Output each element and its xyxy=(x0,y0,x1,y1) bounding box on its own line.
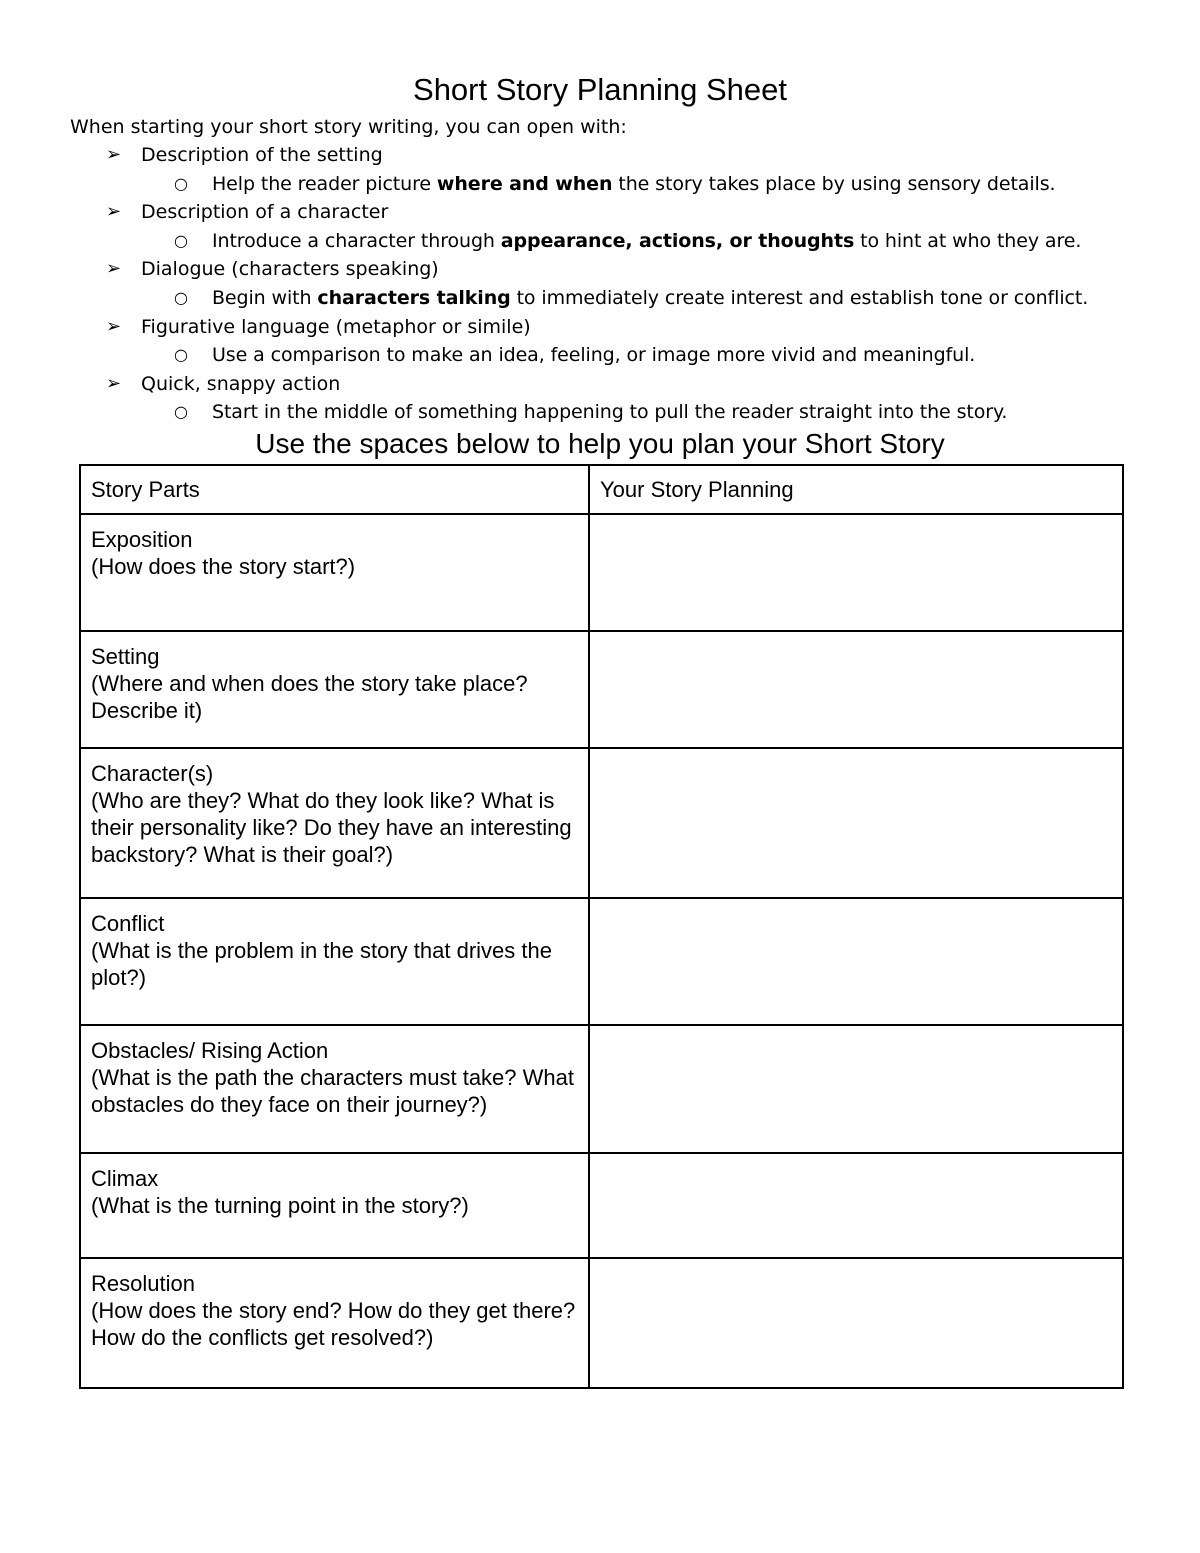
story-part-cell xyxy=(80,631,589,748)
tip-item xyxy=(0,370,1200,399)
arrow-bullet-icon: ➢ xyxy=(106,144,122,165)
story-part-cell xyxy=(80,1025,589,1153)
arrow-bullet-icon: ➢ xyxy=(106,315,122,337)
tip-detail-text: Help the reader picture xyxy=(212,172,437,195)
story-part-cell xyxy=(80,1258,589,1388)
page-title: Short Story Planning Sheet xyxy=(413,72,787,107)
tip-detail-text: to hint at who they are. xyxy=(854,229,1082,252)
story-part-title: Resolution xyxy=(91,1271,195,1296)
tip-detail-text: Start in the middle of something happening to pull the reader straight into the story. xyxy=(212,401,1008,424)
tip-detail-text: Use a comparison to make an idea, feeling, or image more vivid and meaningful. xyxy=(212,344,976,367)
table-row xyxy=(80,514,1123,631)
tip-detail-text: to immediately create interest and establish tone or conflict. xyxy=(510,286,1089,309)
tip-detail-text: Begin with xyxy=(212,286,318,309)
tip-label: Description of a character xyxy=(141,201,389,224)
story-part-question: (What is the path the characters must take? What obstacles do they face on their journey?) xyxy=(91,1065,574,1117)
planning-answer-cell[interactable] xyxy=(589,514,1123,631)
opening-tips-list xyxy=(0,141,1200,427)
tip-detail-text: Introduce a character through xyxy=(212,229,501,252)
story-part-title: Exposition xyxy=(91,527,193,552)
story-part-cell xyxy=(80,898,589,1025)
planning-answer-cell[interactable] xyxy=(589,631,1123,748)
story-part-cell xyxy=(80,1153,589,1258)
column-header-your-planning: Your Story Planning xyxy=(589,465,1123,514)
tip-item xyxy=(0,141,1200,170)
planning-answer-cell[interactable] xyxy=(589,748,1123,898)
table-row xyxy=(80,898,1123,1025)
planning-answer-cell[interactable] xyxy=(589,898,1123,1025)
story-part-question: (How does the story end? How do they get there? How do the conflicts get resolved?) xyxy=(91,1298,576,1350)
table-header-row xyxy=(80,465,1123,514)
tip-detail xyxy=(0,227,1200,256)
arrow-bullet-icon: ➢ xyxy=(106,258,122,280)
tip-detail xyxy=(0,284,1200,313)
story-part-cell xyxy=(80,514,589,631)
tip-item xyxy=(0,313,1200,342)
story-planning-table xyxy=(79,464,1124,1389)
tip-detail-text: the story takes place by using sensory details. xyxy=(612,172,1056,195)
story-part-title: Climax xyxy=(91,1166,159,1191)
tip-item xyxy=(0,255,1200,284)
story-part-title: Obstacles/ Rising Action xyxy=(91,1038,329,1063)
table-row xyxy=(80,631,1123,748)
story-part-question: (Who are they? What do they look like? What is their personality like? Do they have an interesting backstory? What is their goal?) xyxy=(91,788,572,867)
planning-answer-cell[interactable] xyxy=(589,1025,1123,1153)
circle-bullet-icon: ○ xyxy=(174,230,188,250)
story-part-question: (What is the turning point in the story?) xyxy=(91,1193,469,1218)
tip-item xyxy=(0,198,1200,227)
circle-bullet-icon: ○ xyxy=(174,173,188,193)
table-row xyxy=(80,1258,1123,1388)
circle-bullet-icon: ○ xyxy=(174,402,188,422)
story-part-question: (How does the story start?) xyxy=(91,554,356,579)
tip-label: Dialogue (characters speaking) xyxy=(141,258,439,281)
arrow-bullet-icon: ➢ xyxy=(106,201,122,223)
table-row xyxy=(80,1025,1123,1153)
tip-detail xyxy=(0,398,1200,427)
circle-bullet-icon: ○ xyxy=(174,345,188,365)
story-part-question: (What is the problem in the story that drives the plot?) xyxy=(91,938,552,990)
tip-label: Quick, snappy action xyxy=(141,372,341,395)
column-header-story-parts: Story Parts xyxy=(80,465,589,514)
tip-detail-emphasis: where and when xyxy=(436,172,613,195)
story-part-title: Conflict xyxy=(91,911,165,936)
story-part-title: Character(s) xyxy=(91,761,214,786)
tip-detail-emphasis: appearance, actions, or thoughts xyxy=(500,229,855,252)
tip-detail-emphasis: characters talking xyxy=(317,286,511,309)
circle-bullet-icon: ○ xyxy=(174,287,188,307)
story-part-question: (Where and when does the story take place? Describe it) xyxy=(91,671,528,723)
planning-answer-cell[interactable] xyxy=(589,1258,1123,1388)
tip-label: Description of the setting xyxy=(141,144,383,166)
tip-detail xyxy=(0,341,1200,370)
table-row xyxy=(80,748,1123,898)
table-row xyxy=(80,1153,1123,1258)
intro-text: When starting your short story writing, you can open with: xyxy=(70,116,627,138)
planning-answer-cell[interactable] xyxy=(589,1153,1123,1258)
section-heading: Use the spaces below to help you plan your Short Story xyxy=(255,428,945,459)
story-part-cell xyxy=(80,748,589,898)
tip-label: Figurative language (metaphor or simile) xyxy=(141,315,531,338)
tip-detail xyxy=(0,170,1200,199)
story-part-title: Setting xyxy=(91,644,160,669)
arrow-bullet-icon: ➢ xyxy=(106,372,122,394)
